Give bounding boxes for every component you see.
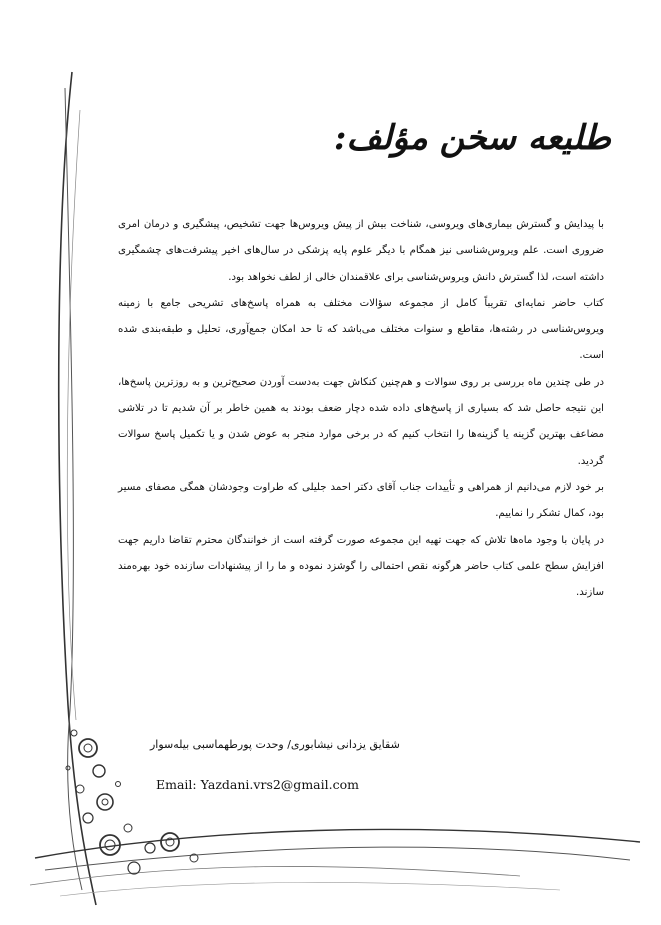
- paragraph: در طی چندین ماه بررسی بر روی سوالات و هم‌چنین کنکاش جهت به‌دست آوردن صحیح‌ترین و به روزترین پاسخ‌ها، این نتیجه حاصل شد که بسیاری از پاسخ‌های داده شده دچار ضعف بودند به همین خاطر بر آن شدیم تا در تلاشی مضاعف بهترین گزینه یا گزینه‌ها را انتخاب کنیم که در برخی موارد منجر به عوض شدن و یا تکمیل پاسخ سوالات گردید.: [118, 376, 604, 467]
- border-vertical-stroke: [67, 110, 80, 720]
- ornament-circle: [105, 840, 115, 850]
- author-names: شقایق یزدانی نیشابوری/ وحدت پورطهماسبی بیله‌سوار: [150, 738, 400, 751]
- preface-body: [118, 212, 604, 606]
- paragraph: در پایان با وجود ماه‌ها تلاش که جهت تهیه این مجموعه صورت گرفته است از خوانندگان محترم تقاضا داریم جهت افزایش سطح علمی کتاب حاضر هرگونه نقص احتمالی را گوشزد نموده و ما را از پیشنهادات سازنده خود بهره‌مند سازند.: [118, 534, 604, 599]
- ornament-circle: [116, 782, 121, 787]
- ornament-circle: [100, 835, 120, 855]
- ornament-circle: [128, 862, 140, 874]
- ornament-circle: [83, 813, 93, 823]
- ornament-circle: [79, 739, 97, 757]
- ornament-circle: [102, 799, 108, 805]
- ornament-circle: [124, 824, 132, 832]
- page-title: طلیعه سخن مؤلف:: [333, 118, 611, 158]
- ornament-circle: [71, 730, 77, 736]
- author-email: Email: Yazdani.vrs2@gmail.com: [156, 777, 359, 792]
- border-horizontal-stroke: [30, 866, 520, 885]
- border-vertical-stroke: [65, 88, 82, 890]
- paragraph: بر خود لازم می‌دانیم از همراهی و تأییدات جناب آقای دکتر احمد جلیلی که طراوت وجودشان همگی مصفای مسیر بود، کمال تشکر را نماییم.: [118, 481, 604, 520]
- ornament-circle: [76, 785, 84, 793]
- ornament-circle: [166, 838, 174, 846]
- border-horizontal-stroke: [35, 829, 640, 858]
- paragraph: با پیدایش و گسترش بیماری‌های ویروسی، شناخت بیش از پیش ویروس‌ها جهت تشخیص، پیشگیری و درمان امری ضروری است. علم ویروس‌شناسی نیز همگام با دیگر علوم پایه پزشکی در سال‌های اخیر پیشرفت‌های چشمگیری داشته است، لذا گسترش دانش ویروس‌شناسی برای علاقمندان خالی از لطف نخواهد بود.: [118, 219, 604, 283]
- ornament-circle: [66, 766, 70, 770]
- ornament-circle: [161, 833, 179, 851]
- paragraph: کتاب حاضر نمایه‌ای تقریباً کامل از مجموعه سؤالات مختلف به همراه پاسخ‌های تشریحی جامع با زمینه ویروس‌شناسی در رشته‌ها، مقاطع و سنوات مختلف می‌باشد که تا حد امکان جمع‌آوری، تحلیل و طبقه‌بندی شده است.: [118, 297, 604, 362]
- border-horizontal-stroke: [60, 882, 560, 896]
- border-horizontal-stroke: [45, 847, 630, 870]
- ornament-circle: [93, 765, 105, 777]
- ornament-circle: [190, 854, 198, 862]
- border-vertical-stroke: [59, 72, 96, 905]
- ornament-circle: [97, 794, 113, 810]
- ornament-circle: [84, 744, 92, 752]
- ornament-circle: [145, 843, 155, 853]
